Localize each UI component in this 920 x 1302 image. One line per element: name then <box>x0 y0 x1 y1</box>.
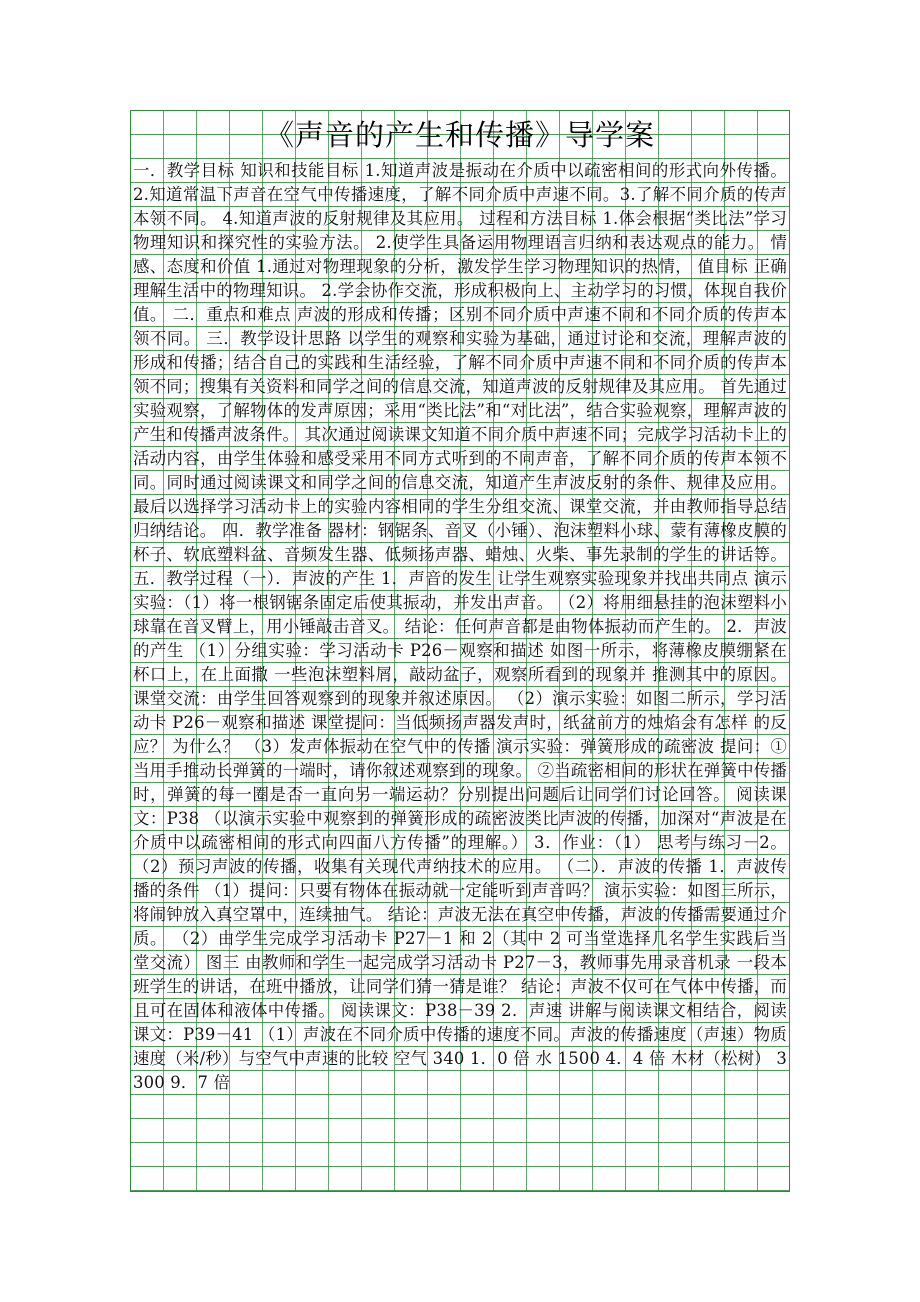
document-page <box>130 110 790 1192</box>
document-body-text: 一．教学目标 知识和技能目标 1.知道声波是振动在介质中以疏密相间的形式向外传播。2.知道常温下声音在空气中传播速度，了解不同介质中声速不同。3.了解不同介质的传声本领不同。 4.知道声波的反射规律及其应用。 过程和方法目标 1.体会根据“类比法”学习物理知识和探究性的实验方法。 2.使学生具备运用物理语言归纳和表达观点的能力。 情感、态度和价值 1.通过对物理现象的分析，激发学生学习物理知识的热情， 值目标 正确理解生活中的物理知识。 2.学会协作交流，形成积极向上、主动学习的习惯，体现自我价值。 二．重点和难点 声波的形成和传播；区别不同介质中声速不同和不同介质的传声本领不同。 三．教学设计思路 以学生的观察和实验为基础，通过讨论和交流，理解声波的形成和传播；结合自己的实践和生活经验，了解不同介质中声速不同和不同介质的传声本领不同；搜集有关资料和同学之间的信息交流，知道声波的反射规律及其应用。 首先通过实验观察，了解物体的发声原因；采用“类比法”和“对比法”，结合实验观察，理解声波的产生和传播声波条件。 其次通过阅读课文知道不同介质中声速不同；完成学习活动卡上的活动内容，由学生体验和感受采用不同方式听到的不同声音，了解不同介质的传声本领不同。同时通过阅读课文和同学之间的信息交流，知道产生声波反射的条件、规律及应用。 最后以选择学习活动卡上的实验内容相同的学生分组交流、课堂交流，并由教师指导总结归纳结论。 四．教学准备 器材：钢锯条、音叉（小锤）、泡沫塑料小球、蒙有薄橡皮膜的杯子、软底塑料盆、音频发生器、低频扬声器、蜡烛、火柴、事先录制的学生的讲话等。 五．教学过程（一）．声波的产生 1．声音的发生 让学生观察实验现象并找出共同点 演示实验：（1）将一根钢锯条固定后使其振动，并发出声音。 （2）将用细悬挂的泡沫塑料小球靠在音叉臂上，用小锤敲击音叉。 结论：任何声音都是由物体振动而产生的。 2．声波的产生 （1）分组实验：学习活动卡 P26－观察和描述 如图一所示，将薄橡皮膜绷紧在杯口上，在上面撒 一些泡沫塑料屑，敲动盆子，观察所看到的现象并 推测其中的原因。 课堂交流：由学生回答观察到的现象并叙述原因。 （2）演示实验：如图二所示，学习活动卡 P26－观察和描述 课堂提问：当低频扬声器发声时，纸盆前方的烛焰会有怎样 的反应？ 为什么？ （3）发声体振动在空气中的传播 演示实验：弹簧形成的疏密波 提问：①当用手推动长弹簧的一端时，请你叙述观察到的现象。 ②当疏密相间的形状在弹簧中传播时，弹簧的每一圈是否一直向另一端运动？分别提出问题后让同学们讨论回答。 阅读课文：P38 （以演示实验中观察到的弹簧形成的疏密波类比声波的传播，加深对“声波是在介质中以疏密相间的形式向四面八方传播”的理解。） 3．作业：（1） 思考与练习－2。 （2）预习声波的传播，收集有关现代声纳技术的应用。 （二）．声波的传播 1．声波传播的条件 （1）提问：只要有物体在振动就一定能听到声音吗？ 演示实验：如图三所示，将闹钟放入真空罩中，连续抽气。 结论：声波无法在真空中传播，声波的传播需要通过介质。 （2）由学生完成学习活动卡 P27－1 和 2（其中 2 可当堂选择几名学生实践后当堂交流） 图三 由教师和学生一起完成学习活动卡 P27－3，教师事先用录音机录 一段本班学生的讲话，在班中播放，让同学们猜一猜是谁？ 结论：声波不仅可在气体中传播，而且可在固体和液体中传播。 阅读课文：P38－39 2．声速 讲解与阅读课文相结合，阅读课文：P39－41 （1）声波在不同介质中传播的速度不同。声波的传播速度（声速）物质速度（米/秒）与空气中声速的比较 空气 340 1．0 倍 水 1500 4．4 倍 木材（松树） 3300 9．7 倍 <box>133 161 787 1092</box>
document-title: 《声音的产生和传播》导学案 <box>264 118 655 152</box>
